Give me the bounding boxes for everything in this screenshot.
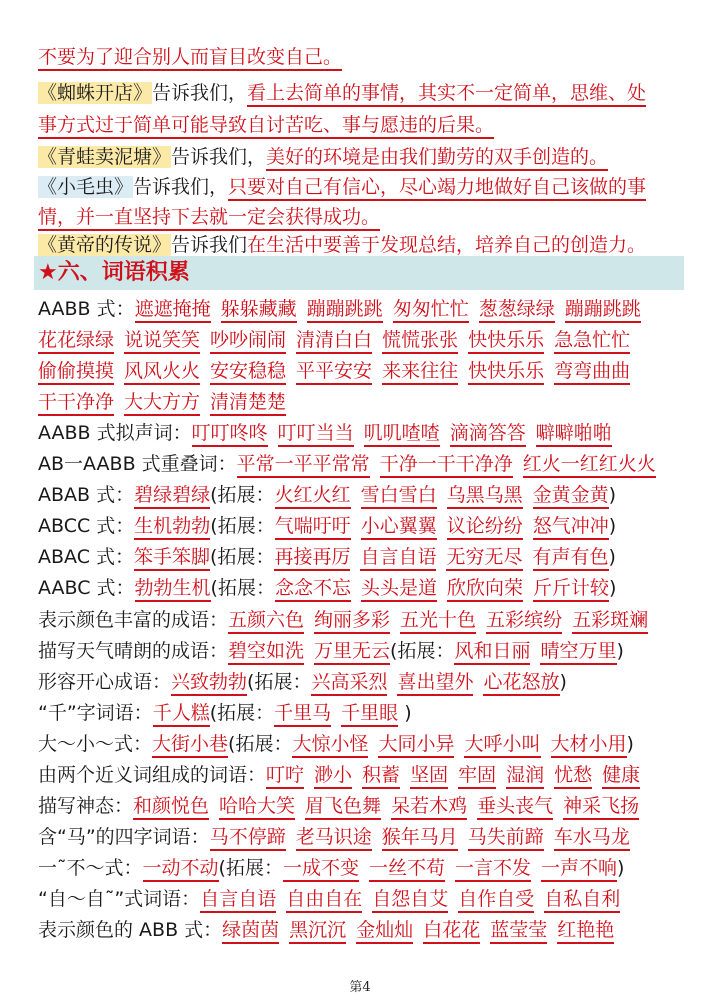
extension-close: ) <box>609 577 617 600</box>
vocab-word: 欣欣向荣 <box>447 577 523 602</box>
vocab-word: 千里马 <box>274 702 331 727</box>
vocab-row <box>38 418 696 448</box>
extension-open: (拓展： <box>390 639 455 662</box>
row-label: “千”字词语： <box>38 701 153 724</box>
vocab-word: 和颜悦色 <box>133 795 209 820</box>
extension-close: ) <box>626 732 634 755</box>
vocab-word: 议论纷纷 <box>447 515 523 540</box>
vocab-row <box>38 542 696 572</box>
row-label: ABCC 式： <box>38 515 135 538</box>
vocab-word: 心花怒放 <box>483 671 559 696</box>
vocab-row <box>38 636 696 666</box>
vocab-word: 快快乐乐 <box>468 329 544 354</box>
vocab-word: 坚固 <box>410 764 448 789</box>
row-label: 由两个近义词组成的词语： <box>38 763 267 786</box>
vocab-word: 叽叽喳喳 <box>364 422 440 447</box>
extension-close: ) <box>608 484 617 507</box>
vocab-word: 乌黑乌黑 <box>447 484 523 509</box>
text-line: 情，并一直坚持下去就一定会获得成功。 <box>38 202 696 232</box>
vocab-word: 绚丽多彩 <box>314 609 390 634</box>
vocab-word: 绿茵茵 <box>222 919 279 944</box>
vocab-word: 晴空万里 <box>540 640 616 665</box>
vocab-row <box>38 449 696 479</box>
vocab-row <box>38 573 696 603</box>
vocab-word: 风风火火 <box>124 360 200 385</box>
vocab-word: 兴致勃勃 <box>171 671 247 696</box>
vocab-row <box>38 729 696 759</box>
vocab-word: 一声不响 <box>541 857 617 882</box>
vocab-word: 白花花 <box>423 919 480 944</box>
vocab-word: 平常一平平常常 <box>237 453 370 478</box>
vocab-word: 自作自受 <box>458 888 534 913</box>
row-label: AABB 式： <box>38 298 135 320</box>
vocab-word: 急急忙忙 <box>554 329 630 354</box>
extension-open: (拓展： <box>228 732 293 755</box>
vocab-word: 叮咛 <box>266 764 304 789</box>
vocab-word: 再接再厉 <box>274 546 350 571</box>
vocab-word: 牢固 <box>458 764 496 789</box>
vocab-word: 自由自在 <box>286 888 362 913</box>
vocab-word: 快快乐乐 <box>468 360 544 385</box>
extension-close: ) <box>608 546 616 569</box>
story-title: 《黄帝的传说》 <box>38 234 172 256</box>
vocab-word: 有声有色 <box>533 546 609 571</box>
vocab-word: 大大方方 <box>124 391 200 416</box>
extension-open: (拓展： <box>210 515 275 538</box>
extension-open: (拓展： <box>247 670 312 693</box>
row-label: ABAC 式： <box>38 546 135 569</box>
vocab-word: 一成不变 <box>283 857 359 882</box>
story-title: 《青蛙卖泥塘》 <box>38 146 172 168</box>
vocab-word: 大材小用 <box>551 733 627 758</box>
extension-open: (拓展： <box>210 484 275 507</box>
vocab-word: 勃勃生机 <box>135 577 211 602</box>
extension-close: ) <box>608 515 617 538</box>
vocab-word: 五光十色 <box>400 609 476 634</box>
vocab-word: 一言不发 <box>455 857 531 882</box>
vocab-word: 蹦蹦跳跳 <box>307 298 383 323</box>
text-line: 事方式过于简单可能导致自讨苦吃、事与愿违的后果。 <box>38 110 696 140</box>
vocab-word: 大街小巷 <box>152 733 228 758</box>
vocab-word: 呆若木鸡 <box>391 795 467 820</box>
vocab-word: 自言自语 <box>360 546 436 571</box>
vocab-word: 五彩缤纷 <box>486 609 562 634</box>
vocab-row <box>38 915 696 945</box>
text-line: 《蜘蛛开店》告诉我们，看上去简单的事情，其实不一定简单，思维、处 <box>38 78 696 108</box>
vocab-word: 千人糕 <box>153 702 210 727</box>
vocab-word: 笨手笨脚 <box>134 546 210 571</box>
vocab-word: 雪白雪白 <box>361 484 437 509</box>
text-line: 《青蛙卖泥塘》告诉我们，美好的环境是由我们勤劳的双手创造的。 <box>38 142 696 172</box>
vocab-word: 遮遮掩掩 <box>135 298 211 323</box>
vocab-word: 哈哈大笑 <box>219 795 295 820</box>
vocab-word: 一动不动 <box>143 857 219 882</box>
vocab-word: 红艳艳 <box>557 919 614 944</box>
vocab-word: 五颜六色 <box>228 609 304 634</box>
row-label: 表示颜色的 ABB 式： <box>38 919 223 941</box>
row-label: AABC 式： <box>38 577 135 600</box>
vocab-word: 碧空如洗 <box>228 640 304 665</box>
vocab-word: 积蓄 <box>362 764 400 789</box>
vocab-word: 说说笑笑 <box>124 329 200 354</box>
vocab-row <box>38 480 696 510</box>
extension-close: ) <box>616 639 624 662</box>
vocab-word: 来来往往 <box>382 360 458 385</box>
vocab-word: 花花绿绿 <box>38 329 114 354</box>
vocab-row <box>38 698 696 728</box>
text-line: 不要为了迎合别人而盲目改变自己。 <box>38 42 696 72</box>
vocab-word: 五彩斑斓 <box>572 609 648 634</box>
extension-open: (拓展： <box>209 701 275 724</box>
vocab-word: 干干净净 <box>38 391 114 416</box>
vocab-row <box>38 387 696 417</box>
vocab-word: 一丝不苟 <box>369 857 445 882</box>
vocab-word: 吵吵闹闹 <box>210 329 286 354</box>
vocab-row <box>38 791 696 821</box>
vocab-word: 湿润 <box>506 764 544 789</box>
vocab-word: 头头是道 <box>361 577 437 602</box>
vocab-word: 万里无云 <box>314 640 390 665</box>
vocab-word: 老马识途 <box>296 826 372 851</box>
vocab-word: 马失前蹄 <box>468 826 544 851</box>
vocab-word: 斤斤计较 <box>533 577 609 602</box>
row-label: “自～自˜”式词语： <box>38 887 201 910</box>
vocab-row <box>38 356 696 386</box>
vocab-row <box>38 325 696 355</box>
vocab-word: 渺小 <box>314 764 352 789</box>
vocab-word: 小心翼翼 <box>361 515 437 540</box>
vocab-word: 大惊小怪 <box>292 733 368 758</box>
vocab-word: 猴年马月 <box>382 826 458 851</box>
vocab-word: 千里眼 <box>341 702 398 727</box>
vocab-word: 叮叮咚咚 <box>192 422 268 447</box>
row-label: AB一AABB 式重叠词： <box>38 453 237 476</box>
vocab-word: 健康 <box>602 764 640 789</box>
vocab-word: 慌慌张张 <box>382 329 458 354</box>
text-line: 《小毛虫》告诉我们，只要对自己有信心，尽心竭力地做好自己该做的事 <box>38 172 696 202</box>
extension-close: ) <box>617 856 625 879</box>
vocab-word: 弯弯曲曲 <box>554 360 630 385</box>
row-label: ABAB 式： <box>38 484 135 507</box>
vocab-word: 噼噼啪啪 <box>536 422 612 447</box>
vocab-row <box>38 605 696 635</box>
vocab-word: 忧愁 <box>554 764 592 789</box>
vocab-word: 匆匆忙忙 <box>393 298 469 323</box>
vocab-word: 清清楚楚 <box>210 391 286 416</box>
text-line: 《黄帝的传说》告诉我们在生活中要善于发现总结，培养自己的创造力。 <box>38 230 696 260</box>
vocab-word: 叮叮当当 <box>278 422 354 447</box>
vocab-word: 眉飞色舞 <box>305 795 381 820</box>
vocab-word: 自怨自艾 <box>372 888 448 913</box>
vocab-word: 金灿灿 <box>356 919 413 944</box>
row-label: 描写神态： <box>38 794 134 817</box>
vocab-word: 垂头丧气 <box>477 795 553 820</box>
extension-close: ) <box>559 670 567 693</box>
star-icon: ★ <box>38 260 58 285</box>
vocab-row <box>38 760 696 790</box>
row-label: 形容开心成语： <box>38 670 172 693</box>
vocab-word: 神采飞扬 <box>563 795 639 820</box>
vocab-word: 自言自语 <box>200 888 276 913</box>
extension-close: ) <box>398 701 412 724</box>
vocab-word: 黑沉沉 <box>289 919 346 944</box>
vocab-word: 马不停蹄 <box>210 826 286 851</box>
vocab-word: 大同小异 <box>378 733 454 758</box>
story-title: 《蜘蛛开店》 <box>38 82 153 104</box>
vocab-word: 喜出望外 <box>397 671 473 696</box>
vocab-word: 蹦蹦跳跳 <box>565 298 641 323</box>
vocab-row <box>38 667 696 697</box>
vocab-word: 安安稳稳 <box>210 360 286 385</box>
vocab-word: 兴高采烈 <box>311 671 387 696</box>
vocab-word: 火红火红 <box>275 484 351 509</box>
vocab-word: 车水马龙 <box>554 826 630 851</box>
vocab-row <box>38 822 696 852</box>
vocab-word: 偷偷摸摸 <box>38 360 114 385</box>
vocab-word: 大呼小叫 <box>464 733 540 758</box>
vocab-row <box>38 511 696 541</box>
row-label: 描写天气晴朗的成语： <box>38 639 229 662</box>
vocab-word: 红火一红红火火 <box>523 453 656 478</box>
extension-open: (拓展： <box>218 856 283 879</box>
vocab-word: 干净一干干净净 <box>380 453 513 478</box>
vocab-word: 念念不忘 <box>275 577 351 602</box>
row-label: 一˜不～式： <box>38 856 143 879</box>
vocab-word: 气喘吁吁 <box>275 515 351 540</box>
vocab-word: 葱葱绿绿 <box>479 298 555 323</box>
story-title: 《小毛虫》 <box>38 176 134 198</box>
vocab-word: 清清白白 <box>296 329 372 354</box>
vocab-word: 无穷无尽 <box>446 546 522 571</box>
vocab-word: 生机勃勃 <box>134 515 210 540</box>
vocab-word: 躲躲藏藏 <box>221 298 297 323</box>
section-heading: ★六、词语积累 <box>34 256 684 290</box>
row-label: 大～小～式： <box>38 732 153 755</box>
vocab-word: 碧绿碧绿 <box>134 484 210 509</box>
extension-open: (拓展： <box>210 546 275 569</box>
vocab-word: 蓝莹莹 <box>490 919 547 944</box>
vocab-word: 平平安安 <box>296 360 372 385</box>
vocab-word: 自私自利 <box>544 888 620 913</box>
vocab-row <box>38 884 696 914</box>
page-number: 第4 <box>349 980 371 995</box>
extension-open: (拓展： <box>210 577 275 600</box>
vocab-word: 滴滴答答 <box>450 422 526 447</box>
vocab-word: 怒气冲冲 <box>533 515 609 540</box>
row-label: 含“马”的四字词语： <box>38 825 210 848</box>
row-label: 表示颜色丰富的成语： <box>38 608 229 631</box>
vocab-row <box>38 853 696 883</box>
vocab-word: 金黄金黄 <box>533 484 609 509</box>
vocab-row <box>38 294 696 324</box>
vocab-word: 风和日丽 <box>454 640 530 665</box>
row-label: AABB 式拟声词： <box>38 422 192 445</box>
